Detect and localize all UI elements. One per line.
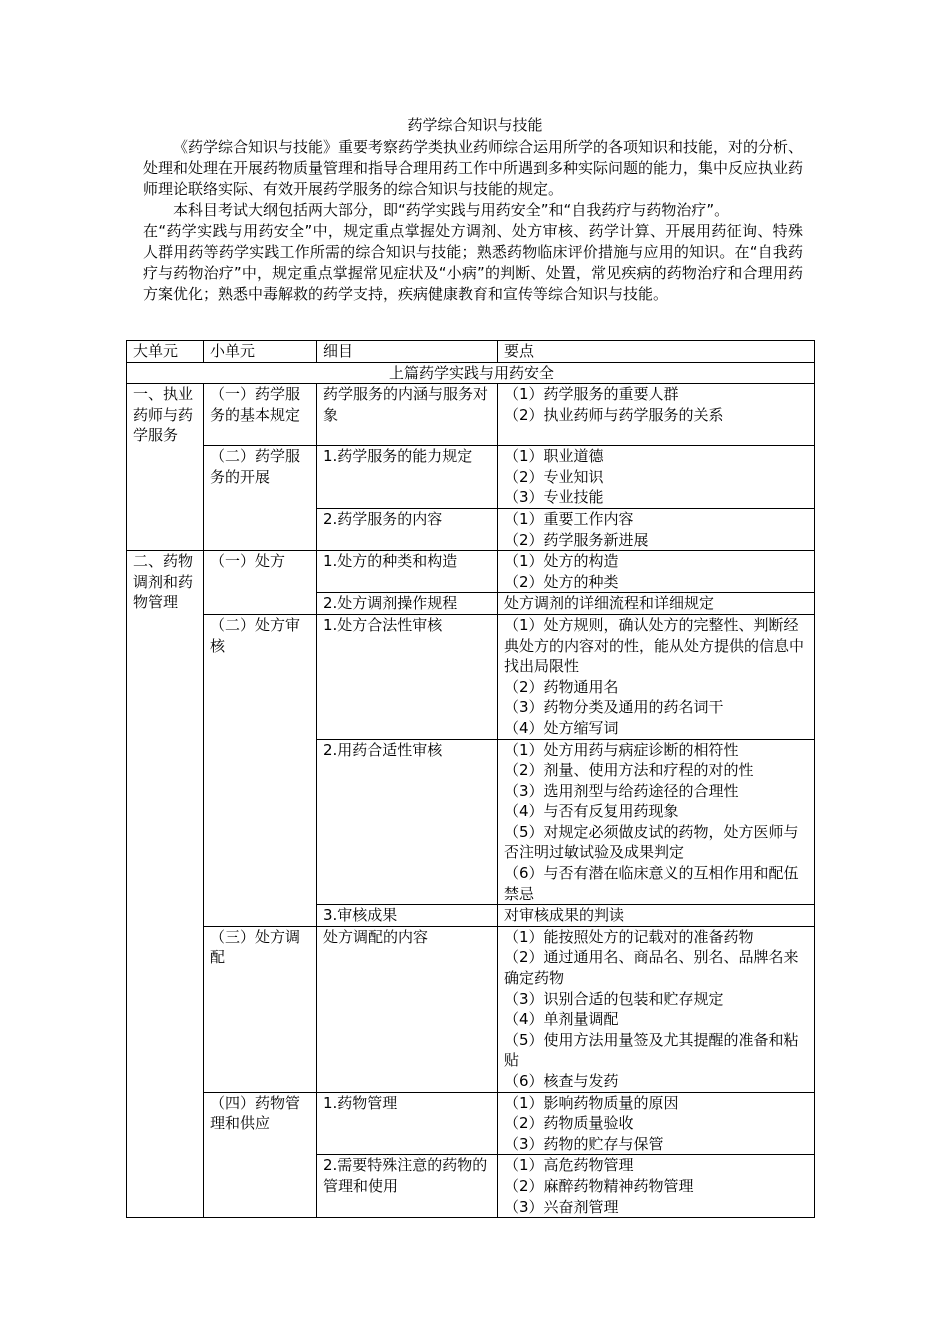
points-cell (498, 446, 815, 509)
points-cell (498, 614, 815, 739)
points-cell (498, 926, 815, 1092)
points-cell (498, 1092, 815, 1155)
detail-cell: 2.药学服务的内容 (317, 508, 498, 550)
section-row (127, 362, 815, 384)
intro-paragraph: 本科目考试大纲包括两大部分，即“药学实践与用药安全”和“自我药疗与药物治疗”。 (173, 201, 730, 219)
point-item: 对审核成果的判读 (504, 906, 625, 925)
detail-cell: 2.需要特殊注意的药物的管理和使用 (317, 1155, 498, 1218)
point-item: （3）兴奋剂管理 (504, 1197, 619, 1216)
table-row (127, 926, 815, 1092)
detail-cell: 3.审核成果 (317, 905, 498, 927)
point-item: （5）使用方法用量签及尤其提醒的准备和粘贴 (504, 1030, 799, 1070)
table-header-row (127, 341, 815, 363)
point-item: （2）药物通用名 (504, 677, 619, 696)
point-item: （1）处方的构造 (504, 552, 619, 571)
point-item: （5）对规定必须做皮试的药物，处方医师与否注明过敏试验及成果判定 (504, 822, 799, 862)
point-item: （1）重要工作内容 (504, 509, 634, 528)
intro-paragraph: 在“药学实践与用药安全”中，规定重点掌握处方调剂、处方审核、药学计算、开展用药征询、特殊人群用药等药学实践工作所需的综合知识与技能；熟悉药物临床评价措施与应用的知识。在“自我药疗与药物治疗”中，规定重点掌握常见症状及“小病”的判断、处置，常见疾病的药物治疗和合理用药方案优化；熟悉中毒解救的药学支持，疾病健康教育和宣传等综合知识与技能。 (143, 222, 803, 303)
points-cell (498, 508, 815, 550)
points-cell (498, 551, 815, 593)
table-row (127, 614, 815, 739)
detail-cell: 2.处方调剂操作规程 (317, 593, 498, 615)
point-item: （6）与否有潜在临床意义的互相作用和配伍禁忌 (504, 864, 799, 903)
point-item: （3）专业技能 (504, 488, 604, 507)
point-item: （2）药学服务新进展 (504, 530, 649, 549)
table-row (127, 1092, 815, 1155)
minor-unit-cell: （四）药物管理和供应 (204, 1092, 317, 1218)
header-cell: 要点 (498, 341, 815, 363)
points-cell (498, 1155, 815, 1218)
detail-cell: 1.处方合法性审核 (317, 614, 498, 739)
major-unit-cell: 二、药物调剂和药物管理 (127, 551, 204, 1218)
header-cell: 细目 (317, 341, 498, 363)
minor-unit-cell: （一）处方 (204, 551, 317, 615)
point-item: （2）麻醉药物精神药物管理 (504, 1176, 694, 1195)
point-item: （1）高危药物管理 (504, 1156, 634, 1175)
section-title: 上篇药学实践与用药安全 (127, 362, 815, 384)
points-cell (498, 739, 815, 905)
table-row (127, 446, 815, 509)
point-item: （1）职业道德 (504, 447, 604, 466)
points-cell (498, 384, 815, 446)
point-item: （2）专业知识 (504, 467, 604, 486)
intro-paragraph: 《药学综合知识与技能》重要考察药学类执业药师综合运用所学的各项知识和技能，对的分析、处理和处理在开展药物质量管理和指导合理用药工作中所遇到多种实际问题的能力，集中反应执业药师理论联络实际、有效开展药学服务的综合知识与技能的规定。 (143, 138, 804, 198)
point-item: （3）选用剂型与给药途径的合理性 (504, 781, 739, 800)
minor-unit-cell: （二）药学服务的开展 (204, 446, 317, 551)
point-item: （4）处方缩写词 (504, 718, 619, 737)
point-item: （4）与否有反复用药现象 (504, 802, 679, 821)
point-item: （2）剂量、使用方法和疗程的对的性 (504, 761, 754, 780)
point-item: （1）处方用药与病症诊断的相符性 (504, 740, 739, 759)
detail-cell: 药学服务的内涵与服务对象 (317, 384, 498, 446)
minor-unit-cell: （三）处方调配 (204, 926, 317, 1092)
point-item: （6）核查与发药 (504, 1072, 619, 1090)
header-cell: 小单元 (204, 341, 317, 363)
detail-cell: 1.药物管理 (317, 1092, 498, 1155)
points-cell (498, 905, 815, 927)
page-title: 药学综合知识与技能 (407, 116, 543, 134)
points-cell (498, 593, 815, 615)
header-cell: 大单元 (127, 341, 204, 363)
minor-unit-cell: （一）药学服务的基本规定 (204, 384, 317, 446)
point-item: （2）药物质量验收 (504, 1114, 634, 1133)
point-item: （4）单剂量调配 (504, 1010, 619, 1029)
intro-text (143, 137, 803, 305)
point-item: （3）药物分类及通用的药名词干 (504, 698, 724, 717)
point-item: 处方调剂的详细流程和详细规定 (504, 594, 715, 613)
point-item: （1）能按照处方的记载对的准备药物 (504, 927, 754, 946)
point-item: （1）处方规则，确认处方的完整性、判断经典处方的内容对的性，能从处方提供的信息中找出局限性 (504, 615, 805, 676)
point-item: （3）药物的贮存与保管 (504, 1134, 664, 1153)
point-item: （2）通过通用名、商品名、别名、品牌名来确定药物 (504, 948, 799, 988)
point-item: （3）识别合适的包装和贮存规定 (504, 989, 724, 1008)
table-row (127, 384, 815, 446)
point-item: （2）处方的种类 (504, 572, 619, 591)
detail-cell: 1.处方的种类和构造 (317, 551, 498, 593)
syllabus-table (126, 340, 815, 1218)
table-row (127, 551, 815, 593)
point-item: （1）影响药物质量的原因 (504, 1093, 679, 1112)
detail-cell: 2.用药合适性审核 (317, 739, 498, 905)
detail-cell: 处方调配的内容 (317, 926, 498, 1092)
major-unit-cell: 一、执业药师与药学服务 (127, 384, 204, 551)
point-item: （2）执业药师与药学服务的关系 (504, 405, 724, 424)
point-item: （1）药学服务的重要人群 (504, 385, 679, 404)
minor-unit-cell: （二）处方审核 (204, 614, 317, 926)
detail-cell: 1.药学服务的能力规定 (317, 446, 498, 509)
